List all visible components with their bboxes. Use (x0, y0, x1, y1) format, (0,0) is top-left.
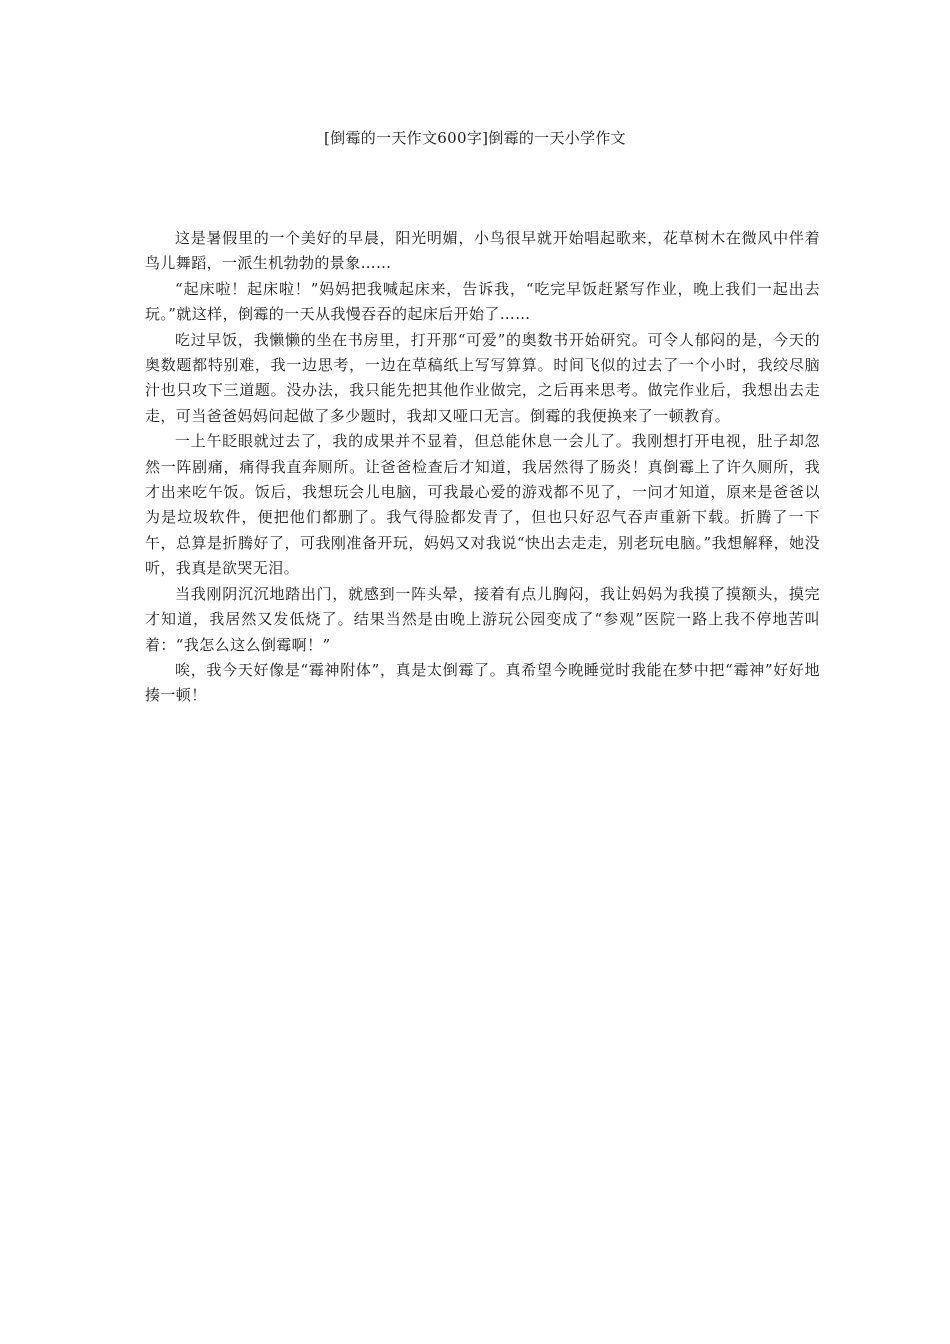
paragraph-4: 一上午眨眼就过去了，我的成果并不显着，但总能休息一会儿了。我刚想打开电视，肚子却忽然一阵剧痛，痛得我直奔厕所。让爸爸检查后才知道，我居然得了肠炎！真倒霉上了许久厕所，我才出来吃午饭。饭后，我想玩会儿电脑，可我最心爱的游戏都不见了，一问才知道，原来是爸爸以为是垃圾软件，便把他们都删了。我气得脸都发青了，但也只好忍气吞声重新下载。折腾了一下午，总算是折腾好了，可我刚准备开玩，妈妈又对我说“快出去走走，别老玩电脑。”我想解释，她没听，我真是欲哭无泪。 (145, 432, 820, 578)
document-body (145, 226, 820, 709)
paragraph-6: 唉，我今天好像是“霉神附体”，真是太倒霉了。真希望今晚睡觉时我能在梦中把“霉神”好好地揍一顿！ (145, 660, 820, 705)
paragraph-3: 吃过早饭，我懒懒的坐在书房里，打开那“可爱”的奥数书开始研究。可令人郁闷的是，今天的奥数题都特别难，我一边思考，一边在草稿纸上写写算算。时间飞似的过去了一个小时，我绞尽脑汁也只攻下三道题。没办法，我只能先把其他作业做完，之后再来思考。做完作业后，我想出去走走，可当爸爸妈妈问起做了多少题时，我却又哑口无言。倒霉的我便换来了一顿教育。 (145, 330, 820, 425)
paragraph-2: “起床啦！起床啦！”妈妈把我喊起床来，告诉我，“吃完早饭赶紧写作业，晚上我们一起出去玩。”就这样，倒霉的一天从我慢吞吞的起床后开始了…… (145, 279, 820, 324)
document-title: [倒霉的一天作文600字]倒霉的一天小学作文 (324, 129, 626, 147)
paragraph-5: 当我刚阴沉沉地踏出门，就感到一阵头晕，接着有点儿胸闷，我让妈妈为我摸了摸额头，摸完才知道，我居然又发低烧了。结果当然是由晚上游玩公园变成了“参观”医院一路上我不停地苦叫着：“我怎么这么倒霉啊！” (145, 584, 820, 654)
paragraph-1: 这是暑假里的一个美好的早晨，阳光明媚，小鸟很早就开始唱起歌来，花草树木在微风中伴着鸟儿舞蹈，一派生机勃勃的景象…… (145, 229, 820, 273)
